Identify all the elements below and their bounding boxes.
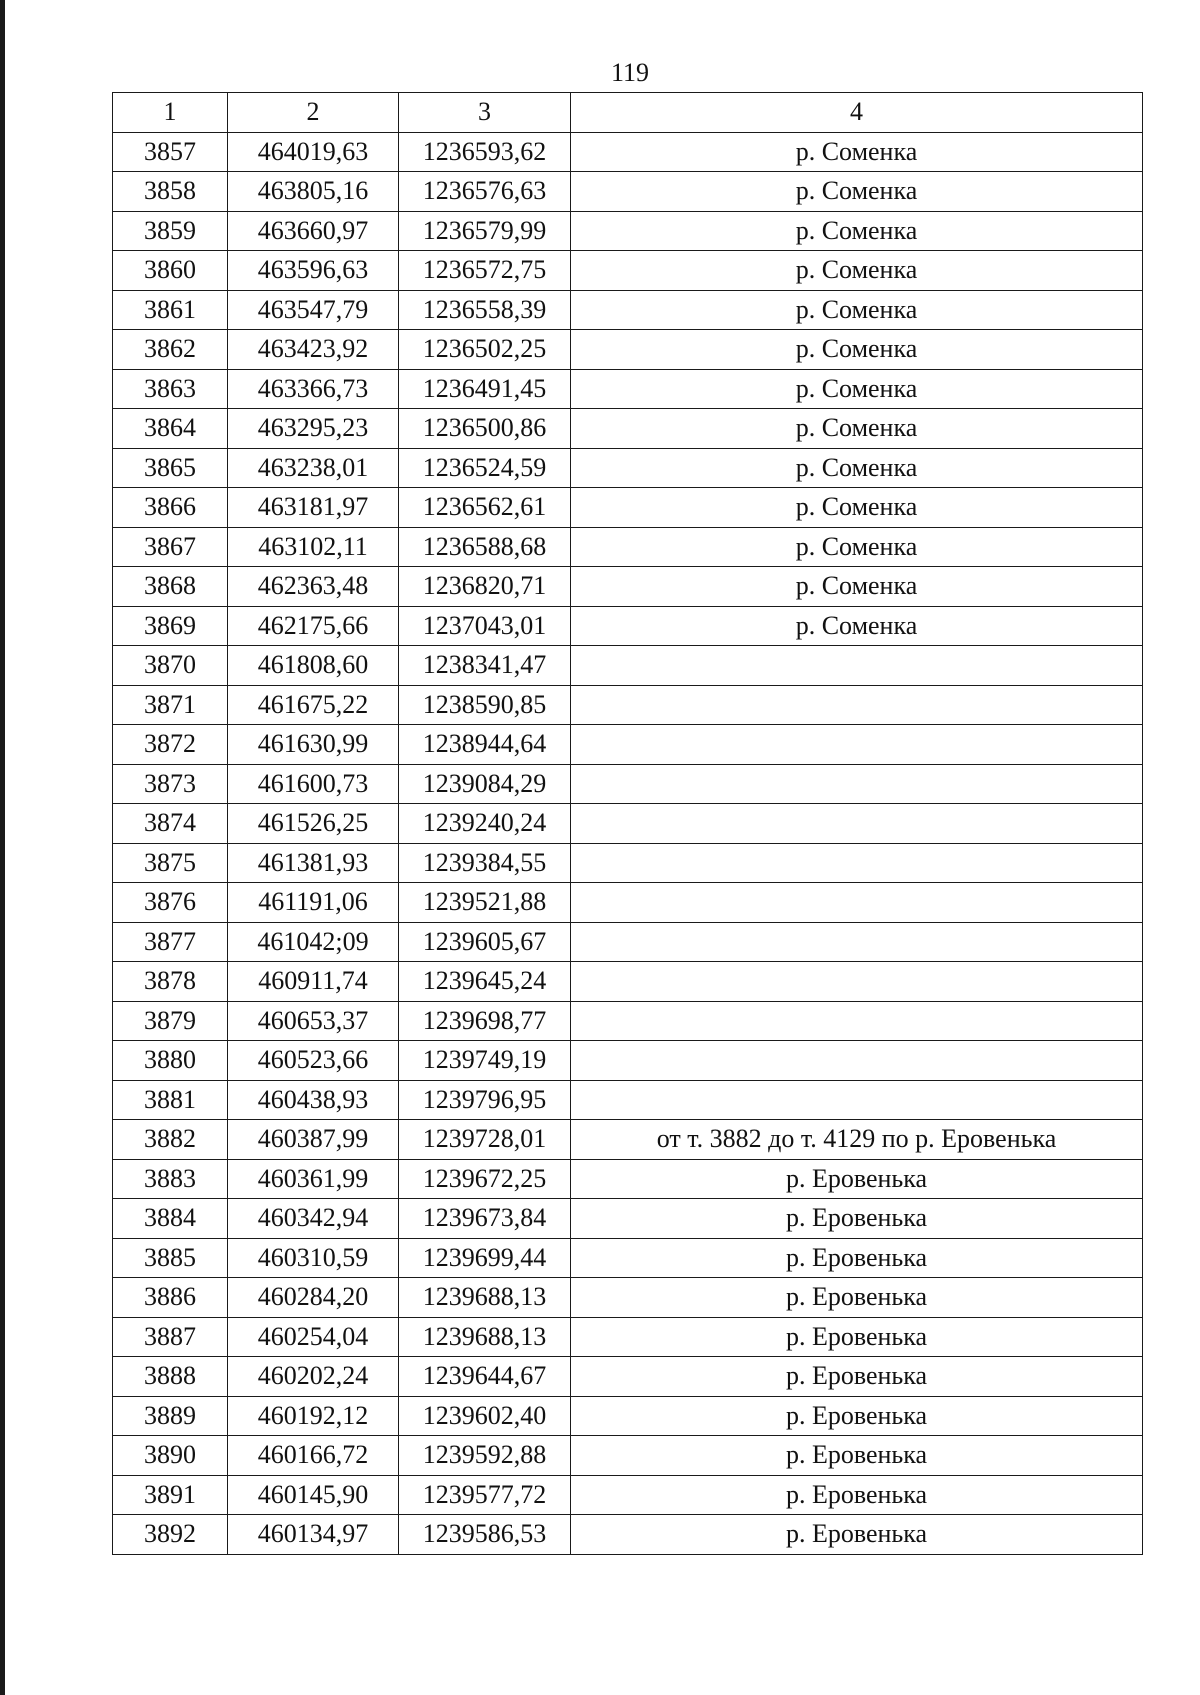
cell-x-coordinate: 461381,93	[228, 843, 399, 883]
cell-y-coordinate: 1239672,25	[399, 1159, 571, 1199]
table-row	[113, 1120, 1143, 1160]
cell-description: р. Соменка	[571, 448, 1143, 488]
cell-x-coordinate: 460134,97	[228, 1515, 399, 1555]
cell-x-coordinate: 460438,93	[228, 1080, 399, 1120]
cell-y-coordinate: 1238944,64	[399, 725, 571, 765]
cell-point-number: 3888	[113, 1357, 228, 1397]
table-row	[113, 883, 1143, 923]
cell-point-number: 3887	[113, 1317, 228, 1357]
cell-description: р. Еровенька	[571, 1159, 1143, 1199]
cell-x-coordinate: 461526,25	[228, 804, 399, 844]
cell-point-number: 3892	[113, 1515, 228, 1555]
cell-description: р. Еровенька	[571, 1357, 1143, 1397]
cell-point-number: 3857	[113, 132, 228, 172]
cell-point-number: 3872	[113, 725, 228, 765]
cell-y-coordinate: 1239728,01	[399, 1120, 571, 1160]
table-row	[113, 1436, 1143, 1476]
cell-y-coordinate: 1236820,71	[399, 567, 571, 607]
page-number: 119	[610, 58, 650, 87]
cell-x-coordinate: 461191,06	[228, 883, 399, 923]
cell-point-number: 3889	[113, 1396, 228, 1436]
cell-description: р. Еровенька	[571, 1436, 1143, 1476]
cell-x-coordinate: 463238,01	[228, 448, 399, 488]
cell-description	[571, 843, 1143, 883]
cell-x-coordinate: 460361,99	[228, 1159, 399, 1199]
cell-description	[571, 646, 1143, 686]
cell-x-coordinate: 463660,97	[228, 211, 399, 251]
cell-point-number: 3879	[113, 1001, 228, 1041]
table-body	[113, 132, 1143, 1554]
table-row	[113, 567, 1143, 607]
cell-point-number: 3891	[113, 1475, 228, 1515]
cell-x-coordinate: 463102,11	[228, 527, 399, 567]
header-cell-point-number: 1	[113, 93, 228, 133]
cell-y-coordinate: 1239645,24	[399, 962, 571, 1002]
table-row	[113, 1199, 1143, 1239]
cell-point-number: 3867	[113, 527, 228, 567]
cell-y-coordinate: 1239577,72	[399, 1475, 571, 1515]
table-row	[113, 922, 1143, 962]
cell-y-coordinate: 1236500,86	[399, 409, 571, 449]
cell-y-coordinate: 1239688,13	[399, 1317, 571, 1357]
cell-description	[571, 962, 1143, 1002]
cell-description: р. Соменка	[571, 330, 1143, 370]
cell-description	[571, 725, 1143, 765]
table-row	[113, 1238, 1143, 1278]
cell-y-coordinate: 1236579,99	[399, 211, 571, 251]
cell-point-number: 3869	[113, 606, 228, 646]
cell-description: р. Еровенька	[571, 1238, 1143, 1278]
cell-description: р. Соменка	[571, 488, 1143, 528]
table-row	[113, 606, 1143, 646]
cell-x-coordinate: 464019,63	[228, 132, 399, 172]
coordinates-table	[112, 92, 1143, 1555]
cell-x-coordinate: 460192,12	[228, 1396, 399, 1436]
cell-description: р. Еровенька	[571, 1396, 1143, 1436]
cell-x-coordinate: 460653,37	[228, 1001, 399, 1041]
header-cell-description: 4	[571, 93, 1143, 133]
cell-description: р. Соменка	[571, 567, 1143, 607]
cell-x-coordinate: 462175,66	[228, 606, 399, 646]
cell-point-number: 3858	[113, 172, 228, 212]
table-row	[113, 843, 1143, 883]
cell-description: р. Соменка	[571, 527, 1143, 567]
cell-description: р. Еровенька	[571, 1317, 1143, 1357]
table-row	[113, 409, 1143, 449]
table-row	[113, 290, 1143, 330]
cell-description: от т. 3882 до т. 4129 по р. Еровенька	[571, 1120, 1143, 1160]
cell-point-number: 3883	[113, 1159, 228, 1199]
cell-y-coordinate: 1236588,68	[399, 527, 571, 567]
cell-description: р. Соменка	[571, 369, 1143, 409]
cell-x-coordinate: 463423,92	[228, 330, 399, 370]
cell-x-coordinate: 460254,04	[228, 1317, 399, 1357]
cell-point-number: 3862	[113, 330, 228, 370]
header-cell-y-coordinate: 3	[399, 93, 571, 133]
cell-description	[571, 685, 1143, 725]
cell-point-number: 3885	[113, 1238, 228, 1278]
cell-x-coordinate: 460310,59	[228, 1238, 399, 1278]
table-row	[113, 1475, 1143, 1515]
cell-x-coordinate: 463596,63	[228, 251, 399, 291]
cell-y-coordinate: 1239602,40	[399, 1396, 571, 1436]
table-row	[113, 1396, 1143, 1436]
cell-point-number: 3878	[113, 962, 228, 1002]
table-row	[113, 251, 1143, 291]
cell-point-number: 3871	[113, 685, 228, 725]
table-row	[113, 1159, 1143, 1199]
cell-x-coordinate: 461600,73	[228, 764, 399, 804]
table-row	[113, 725, 1143, 765]
cell-point-number: 3868	[113, 567, 228, 607]
cell-point-number: 3877	[113, 922, 228, 962]
cell-description	[571, 1001, 1143, 1041]
cell-description	[571, 764, 1143, 804]
cell-x-coordinate: 460202,24	[228, 1357, 399, 1397]
cell-y-coordinate: 1236524,59	[399, 448, 571, 488]
cell-y-coordinate: 1236491,45	[399, 369, 571, 409]
table-row	[113, 132, 1143, 172]
cell-x-coordinate: 460342,94	[228, 1199, 399, 1239]
cell-point-number: 3876	[113, 883, 228, 923]
table-row	[113, 330, 1143, 370]
cell-y-coordinate: 1239796,95	[399, 1080, 571, 1120]
cell-y-coordinate: 1239673,84	[399, 1199, 571, 1239]
cell-point-number: 3865	[113, 448, 228, 488]
cell-point-number: 3881	[113, 1080, 228, 1120]
cell-x-coordinate: 461675,22	[228, 685, 399, 725]
cell-x-coordinate: 460145,90	[228, 1475, 399, 1515]
table-row	[113, 1001, 1143, 1041]
cell-y-coordinate: 1239384,55	[399, 843, 571, 883]
cell-y-coordinate: 1239688,13	[399, 1278, 571, 1318]
scan-edge-line	[0, 0, 5, 1695]
cell-point-number: 3873	[113, 764, 228, 804]
cell-y-coordinate: 1239749,19	[399, 1041, 571, 1081]
cell-description: р. Еровенька	[571, 1278, 1143, 1318]
cell-x-coordinate: 463366,73	[228, 369, 399, 409]
cell-y-coordinate: 1236558,39	[399, 290, 571, 330]
cell-point-number: 3864	[113, 409, 228, 449]
cell-x-coordinate: 460523,66	[228, 1041, 399, 1081]
cell-point-number: 3886	[113, 1278, 228, 1318]
cell-x-coordinate: 460284,20	[228, 1278, 399, 1318]
cell-y-coordinate: 1238341,47	[399, 646, 571, 686]
cell-description: р. Еровенька	[571, 1475, 1143, 1515]
cell-y-coordinate: 1239084,29	[399, 764, 571, 804]
cell-description	[571, 883, 1143, 923]
cell-description: р. Соменка	[571, 211, 1143, 251]
table-row	[113, 527, 1143, 567]
table-row	[113, 1041, 1143, 1081]
cell-x-coordinate: 461042;09	[228, 922, 399, 962]
cell-description	[571, 804, 1143, 844]
cell-description: р. Соменка	[571, 606, 1143, 646]
cell-point-number: 3880	[113, 1041, 228, 1081]
cell-x-coordinate: 463295,23	[228, 409, 399, 449]
cell-y-coordinate: 1237043,01	[399, 606, 571, 646]
table-row	[113, 1357, 1143, 1397]
cell-point-number: 3875	[113, 843, 228, 883]
cell-x-coordinate: 461630,99	[228, 725, 399, 765]
cell-x-coordinate: 460387,99	[228, 1120, 399, 1160]
cell-y-coordinate: 1239240,24	[399, 804, 571, 844]
cell-description	[571, 922, 1143, 962]
table-row	[113, 764, 1143, 804]
cell-point-number: 3870	[113, 646, 228, 686]
cell-x-coordinate: 460911,74	[228, 962, 399, 1002]
cell-description: р. Еровенька	[571, 1515, 1143, 1555]
cell-x-coordinate: 460166,72	[228, 1436, 399, 1476]
cell-y-coordinate: 1236502,25	[399, 330, 571, 370]
table-row	[113, 646, 1143, 686]
cell-point-number: 3866	[113, 488, 228, 528]
cell-y-coordinate: 1239605,67	[399, 922, 571, 962]
cell-point-number: 3890	[113, 1436, 228, 1476]
cell-x-coordinate: 463547,79	[228, 290, 399, 330]
cell-description: р. Еровенька	[571, 1199, 1143, 1239]
table-row	[113, 1317, 1143, 1357]
table-row	[113, 211, 1143, 251]
cell-y-coordinate: 1239644,67	[399, 1357, 571, 1397]
cell-point-number: 3859	[113, 211, 228, 251]
table-row	[113, 685, 1143, 725]
cell-y-coordinate: 1239699,44	[399, 1238, 571, 1278]
cell-y-coordinate: 1239586,53	[399, 1515, 571, 1555]
cell-point-number: 3874	[113, 804, 228, 844]
cell-point-number: 3884	[113, 1199, 228, 1239]
table-row	[113, 172, 1143, 212]
cell-x-coordinate: 462363,48	[228, 567, 399, 607]
cell-y-coordinate: 1238590,85	[399, 685, 571, 725]
cell-description: р. Соменка	[571, 132, 1143, 172]
cell-point-number: 3882	[113, 1120, 228, 1160]
table-row	[113, 962, 1143, 1002]
cell-description	[571, 1041, 1143, 1081]
cell-y-coordinate: 1239521,88	[399, 883, 571, 923]
cell-x-coordinate: 463805,16	[228, 172, 399, 212]
table-row	[113, 448, 1143, 488]
table-row	[113, 1278, 1143, 1318]
cell-point-number: 3861	[113, 290, 228, 330]
cell-y-coordinate: 1239698,77	[399, 1001, 571, 1041]
cell-description: р. Соменка	[571, 251, 1143, 291]
cell-description: р. Соменка	[571, 172, 1143, 212]
table-header-row	[113, 93, 1143, 133]
table-row	[113, 804, 1143, 844]
cell-description	[571, 1080, 1143, 1120]
cell-y-coordinate: 1236572,75	[399, 251, 571, 291]
table-row	[113, 1080, 1143, 1120]
table-row	[113, 369, 1143, 409]
cell-point-number: 3863	[113, 369, 228, 409]
table-row	[113, 1515, 1143, 1555]
cell-x-coordinate: 463181,97	[228, 488, 399, 528]
table-row	[113, 488, 1143, 528]
cell-y-coordinate: 1239592,88	[399, 1436, 571, 1476]
cell-description: р. Соменка	[571, 290, 1143, 330]
cell-x-coordinate: 461808,60	[228, 646, 399, 686]
header-cell-x-coordinate: 2	[228, 93, 399, 133]
cell-y-coordinate: 1236576,63	[399, 172, 571, 212]
cell-description: р. Соменка	[571, 409, 1143, 449]
cell-y-coordinate: 1236593,62	[399, 132, 571, 172]
cell-y-coordinate: 1236562,61	[399, 488, 571, 528]
cell-point-number: 3860	[113, 251, 228, 291]
